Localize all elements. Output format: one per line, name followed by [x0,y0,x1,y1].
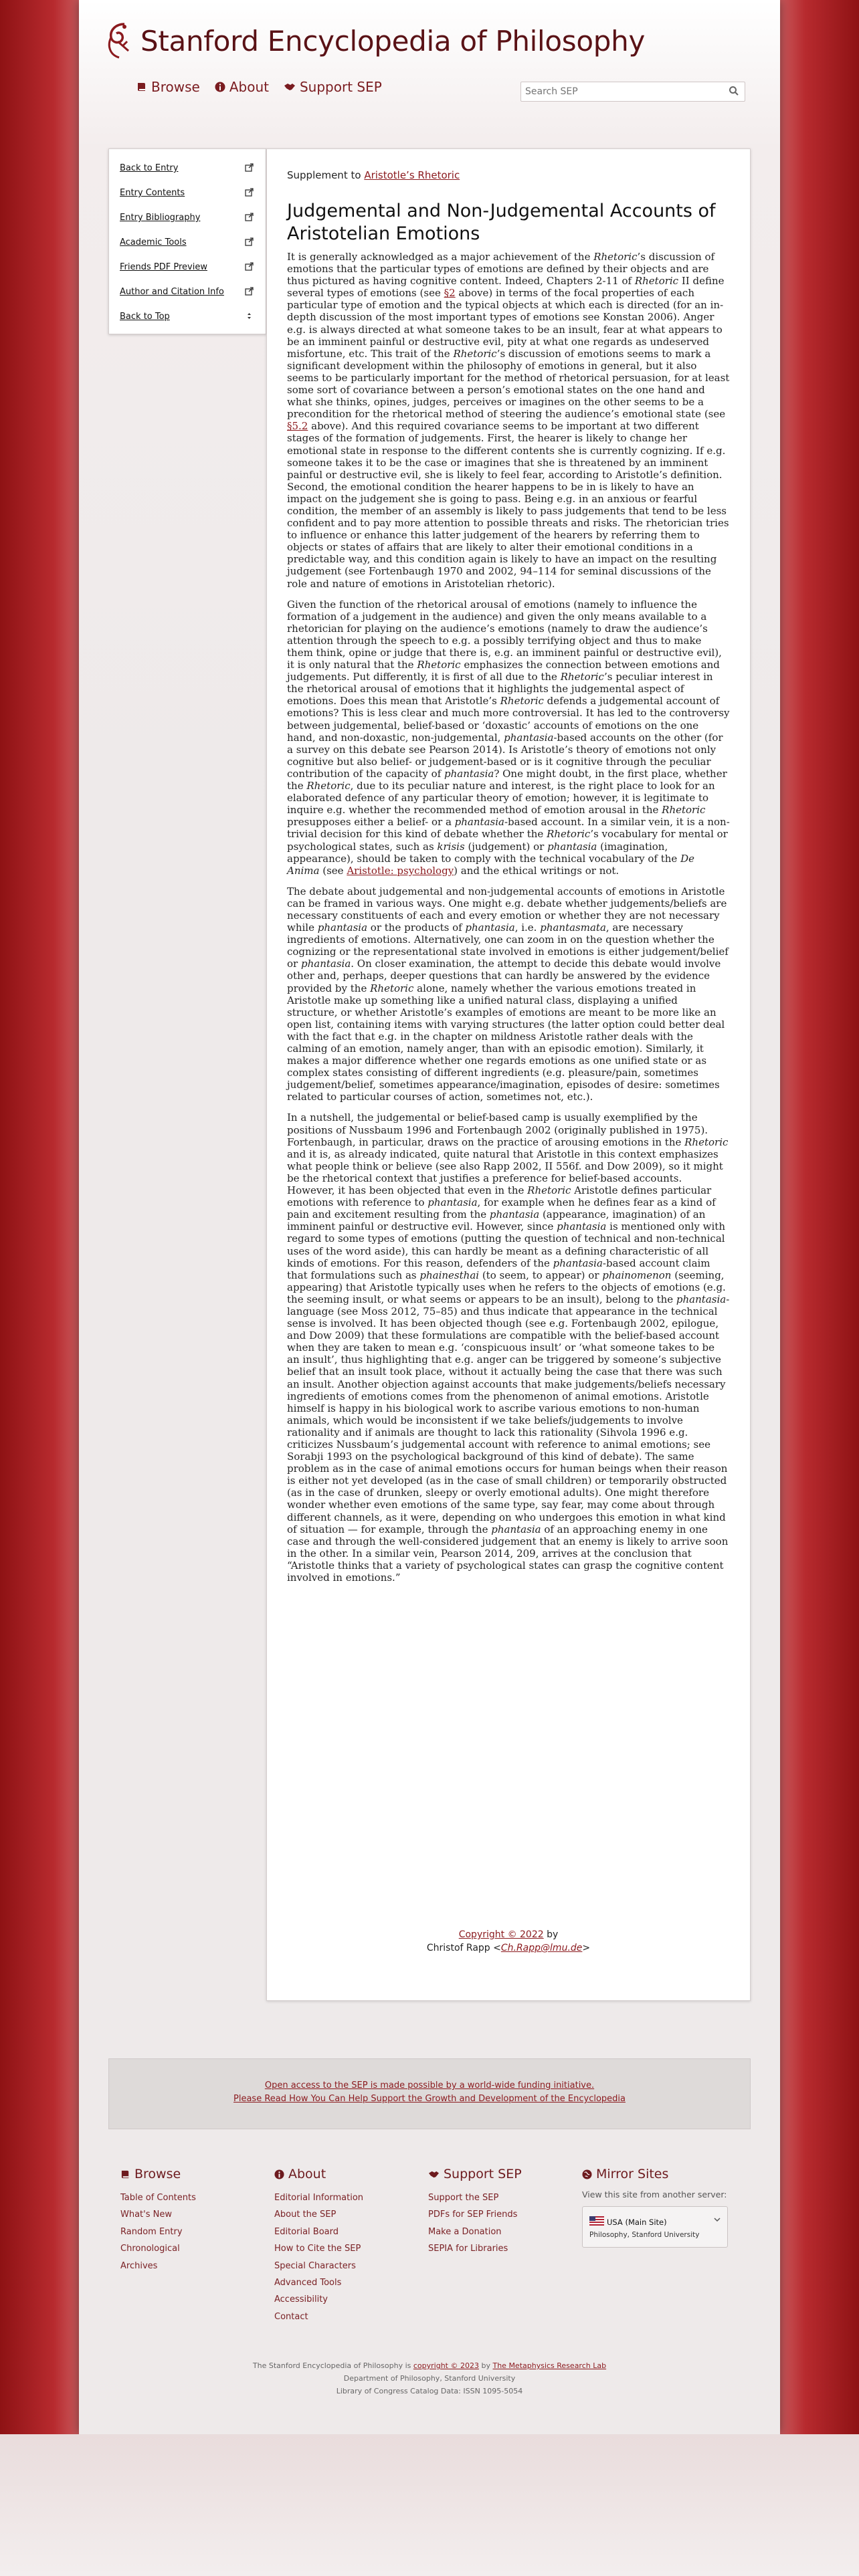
handshake-icon [284,82,296,92]
footer-about-label: About [288,2167,326,2181]
search-input[interactable] [521,86,721,98]
external-link-icon [245,237,254,246]
footer-link[interactable]: Editorial Board [274,2226,339,2237]
sidebar-link[interactable]: Entry Bibliography [120,213,201,223]
sidebar-item-entry-contents[interactable] [109,181,266,205]
supplement-link[interactable]: Aristotle’s Rhetoric [364,169,460,181]
footer-link[interactable]: PDFs for SEP Friends [428,2210,518,2220]
footer-about-title [274,2167,421,2181]
copyright-link[interactable]: Copyright © 2022 [458,1929,544,1940]
footer-link[interactable]: Chronological [120,2244,180,2254]
footer-link[interactable]: Archives [120,2260,158,2271]
footer-link[interactable]: SEPIA for Libraries [428,2244,508,2254]
footer-mirror-title [582,2167,729,2181]
copyright-by: by [547,1929,559,1940]
credits-prefix: The Stanford Encyclopedia of Philosophy is [252,2361,411,2370]
entry-sidebar [108,148,266,334]
footer-link[interactable]: What's New [120,2210,172,2220]
external-link-icon [245,287,254,296]
paragraph: In a nutshell, the judgemental or belief-based camp is usually exemplified by the positions of Nussbaum 1996 and Fortenbaugh 2002 (originally published in 1975). Fortenbaugh, in particular, draws on the practice of arousing emotions in the Rhetoric and it is, as already indicated, quite natural that Aristotle in this context emphasizes what people think or believe (see also Rapp 2002, II 556f. and Dow 2009), so it might be the rhetorical context that justifies a preference for belief-based accounts. However, it has been objected that even in the Rhetoric Aristotle defines particular emotions with reference to phantasia, for example when he defines fear as a kind of pain and excitement resulting from the phantasia (appearance, imagination) of an imminent painful or destructive evil. However, since phantasia is mentioned only with regard to some types of emotions (putting the question of technical and non-technical uses of the word aside), this can hardly be meant as a defining characteristic of all kinds of emotions. For this reason, defenders of the phantasia-based account claim that formulations such as phainesthai (to seem, to appear) or phainomenon (seeming, appearing) that Aristotle typically uses when he refers to the objects of emotions (e.g. the seeming insult, or what seems or appears to be an insult), belong to the phantasia-language (see Moss 2012, 75–85) and thus indicate that appearance in the technical sense is involved. It has been objected though (see e.g. Fortenbaugh 2002, epilogue, and Dow 2009) that these formulations are compatible with the belief-based account when they are taken to mean e.g. ‘conspicuous insult’ or ‘what someone takes to be an insult’, thus highlighting that e.g. anger can be triggered by someone’s subjective belief that an insult took place, without it actually being the case that there was such an insult. Another objection against accounts that make judgements/beliefs necessary ingredients of emotions comes from the phenomenon of animal emotions. Aristotle himself is happy in his biological work to ascribe various emotions to non-human animals, which would be inconsistent if we take beliefs/judgements to involve rationality and if animals are thought to lack this rationality (Sihvola 1996 e.g. criticizes Nussbaum’s judgemental account with reference to animal emotions; see Sorabji 1993 on the psychological background of this kind of debate). The same problem as in the case of animal emotions occurs for human beings when their reason is either not yet developed (as in the case of small children) or temporarily obstructed (as in the case of drunken, sleepy or overly emotional adults). One might therefore wonder whether even emotions of the same type, say fear, may come about through different channels, as it were, depending on who undergoes this emotion in what kind of situation — for example, through the phantasia of an approaching enemy in one case and through the well-considered judgement that an enemy is likely to arrive soon in the other. In a similar vein, Pearson 2014, 209, arrives at the conclusion that “Aristotle thinks that a variety of psychological states can grasp the cognitive content involved in emotions.” [287,1111,730,1584]
funding-initiative-link[interactable]: Open access to the SEP is made possible by a world-wide funding initiative. [264,2080,595,2090]
handshake-icon [428,2169,440,2179]
book-icon [136,82,147,92]
mirror-selected: USA (Main Site) [607,2218,667,2227]
sidebar-item-friends-pdf[interactable] [109,255,266,280]
site-logo[interactable] [104,21,645,60]
paragraph: The debate about judgemental and non-judgemental accounts of emotions in Aristotle can be framed in various ways. One might e.g. debate whether judgements/beliefs are necessary constituents of each and every emotion or whether they are not necessary while phantasia or the products of phantasia, i.e. phantasmata, are necessary ingredients of emotions. Alternatively, one can zoom in on the question whether the cognizing or the representational state involved in emotions is either judgement/belief or phantasia. On closer examination, the attempt to decide this debate would involve other and, perhaps, deeper questions that can hardly be answered by the evidence provided by the Rhetoric alone, namely whether the various emotions treated in Aristotle make up something like a unified natural class, displaying a unified structure, or whether Aristotle’s examples of emotions are meant to be more like an open list, containing items with varying structures (the latter option could better deal with the fact that e.g. in the chapter on mildness Aristotle rather deals with the calming of an emotion, namely anger, than with an episodic emotion). Similarly, it makes a major difference whether one regards emotions as one unified state or as complex states consisting of different ingredients (e.g. pleasure/pain, sometimes judgement/belief, sometimes appearance/imagination, episodes of desire: sometimes related to particular courses of action, sometimes not, etc.). [287,885,729,1103]
sidebar-item-back-to-entry[interactable] [109,156,266,181]
footer-mirror [582,2167,729,2248]
nav-about[interactable] [215,79,269,95]
credits-issn: Library of Congress Catalog Data: ISSN 1095-5054 [336,2387,523,2395]
sidebar-link[interactable]: Entry Contents [120,188,185,198]
nav-support-label: Support SEP [299,79,382,95]
external-link-icon [245,213,254,221]
us-flag-icon [589,2216,604,2226]
external-link-icon [245,188,254,197]
up-down-arrow-icon [245,312,254,320]
page-bottom-background [0,2434,859,2576]
footer-link[interactable]: Table of Contents [120,2193,196,2203]
page-title: Judgemental and Non-Judgemental Accounts of Aristotelian Emotions [287,201,716,244]
book-icon [120,2169,130,2179]
open-access-banner [108,2058,751,2129]
footer-link[interactable]: Advanced Tools [274,2278,342,2288]
nav-about-label: About [229,79,269,95]
footer-link[interactable]: Editorial Information [274,2193,364,2203]
footer-browse-label: Browse [134,2167,181,2181]
footer-support-title [428,2167,575,2181]
sidebar-item-entry-bibliography[interactable] [109,205,266,230]
page-container [79,0,780,2434]
article-body [287,251,730,1592]
paragraph: It is generally acknowledged as a major achievement of the Rhetoric’s discussion of emotions that the particular types of emotions are defined by their objects and are thus pictured as having cognitive content. Indeed, Chapters 2-11 of Rhetoric II define several types of emotions (see §2 above) in terms of the focal properties of each particular type of emotion and the typical objects at which each is directed (for an in-depth discussion of the most important types of emotions see Konstan 2006). Anger e.g. is always directed at what someone takes to be an insult, fear at what appears to be an imminent painful or destructive evil, pity at what one regards as undeserved misfortune, etc. This trait of the Rhetoric’s discussion of emotions seems to mark a significant development within the philosophy of emotions in general, but it also seems to be particularly important for the method of rhetorical persuasion, for at least some sort of covariance between a person’s emotional states on the one hand and what she thinks, opines, judges, perceives or imagines on the other seems to be a precondition for the rhetorical method of steering the audience’s emotional state (see §5.2 above). And this required covariance seems to be important at two different stages of the formation of judgements. First, the hearer is likely to change her emotional state in response to the different contents she is currently cognizing. If e.g. someone takes it to be the case or imagines that she is threatened by an imminent painful or destructive evil, she is likely to feel fear, according to Aristotle’s definition. Second, the emotional condition the hearer happens to be in is likely to have an impact on the judgement she is going to pass. Being e.g. in an anxious or fearful condition, the member of an assembly is likely to pass judgements that tend to be less confident and to pay more attention to possible threats and risks. The rhetorician tries to influence or enhance this latter judgement of the hearers by referring them to objects or states of affairs that are likely to alter their emotional conditions in a predictable way, and this condition again is likely to have an impact on the resulting judgement (see Fortenbaugh 1970 and 2002, 94–114 for seminal discussions of the role and nature of emotions in Aristotelian rhetoric). [287,251,730,590]
copyright-block: Copyright © 2022 by Christof Rapp <Ch.Rapp@lmu.de> [426,1929,591,1953]
article-panel [266,148,751,2001]
supplement-line [287,169,460,181]
mirror-note: View this site from another server: [582,2189,727,2199]
metaphysics-lab-link[interactable]: The Metaphysics Research Lab [492,2361,607,2370]
credits-by: by [481,2361,490,2370]
author-email-link[interactable]: Ch.Rapp@lmu.de [500,1943,583,1953]
credits-dept: Department of Philosophy, Stanford University [343,2374,516,2383]
mirror-select[interactable] [582,2206,728,2248]
footer-support [428,2167,575,2258]
paragraph: Given the function of the rhetorical arousal of emotions (namely to influence the formation of a judgement in the audience) and given the only means available to a rhetorician for playing on the audience’s emotions (namely to draw the audience’s attention through the speech to e.g. a possibly terrifying object and thus to make them think, opine or judge that there is, e.g. an imminent painful or destructive evil), it is only natural that the Rhetoric emphasizes the connection between emotions and judgements. Put differently, it is first of all due to the Rhetoric’s peculiar interest in the rhetorical arousal of emotions that it highlights the judgemental aspect of emotions. Does this mean that Aristotle’s Rhetoric defends a judgemental account of emotions? This is less clear and much more controversial. It has led to the controversy between judgemental, belief-based or ‘doxastic’ accounts of emotions on the one hand, and non-doxastic, non-judgemental, phantasia-based accounts on the other (for a survey on this debate see Pearson 2014). Is Aristotle’s theory of emotions not only cognitive but also belief- or judgement-based or is it cognitive through the peculiar contribution of the capacity of phantasia? One might doubt, in the first place, whether the Rhetoric, due to its peculiar nature and interest, is the right place to look for an elaborated defence of any particular theory of emotion; however, it is legitimate to inquire e.g. whether the recommended method of emotion arousal in the Rhetoric presupposes either a belief- or a phantasia-based account. In a similar vein, it is a non-trivial decision for this kind of debate whether the Rhetoric’s vocabulary for mental or psychological states, such as krisis (judgement) or phantasia (imagination, appearance), should be taken to comply with the technical vocabulary of the De Anima (see Aristotle: psychology) and the ethical writings or not. [287,598,730,877]
footer-support-label: Support SEP [444,2167,522,2181]
external-link-icon [245,262,254,271]
globe-icon [582,2169,592,2179]
sidebar-link[interactable]: Academic Tools [120,237,187,247]
nav-browse-label: Browse [151,79,200,95]
sidebar-link[interactable]: Author and Citation Info [120,287,224,297]
footer-link[interactable]: Random Entry [120,2226,183,2237]
nav-browse[interactable] [136,79,200,95]
sidebar-item-academic-tools[interactable] [109,230,266,255]
footer-about [274,2167,421,2325]
sidebar-link[interactable]: Back to Entry [120,163,179,173]
footer-credits [79,2359,780,2397]
author-name: Christof Rapp [426,1943,490,1953]
site-title[interactable]: Stanford Encyclopedia of Philosophy [140,24,646,58]
info-icon [274,2169,284,2179]
supplement-prefix: Supplement to [287,169,361,181]
sidebar-item-back-to-top[interactable] [109,304,266,329]
footer-mirror-label: Mirror Sites [596,2167,669,2181]
sidebar-link[interactable]: Friends PDF Preview [120,262,207,272]
footer-link[interactable]: Accessibility [274,2294,328,2305]
mirror-detail: Philosophy, Stanford University [589,2231,700,2239]
chevron-down-icon [714,2216,721,2223]
support-growth-link[interactable]: Please Read How You Can Help Support the Growth and Development of the Encyclopedia [233,2094,626,2104]
nav-support[interactable] [284,79,382,95]
credits-copyright-link[interactable]: copyright © 2023 [413,2361,479,2370]
footer-browse [120,2167,268,2274]
top-navigation [136,79,382,95]
footer-link[interactable]: Special Characters [274,2260,356,2271]
footer-browse-title [120,2167,268,2181]
footer-link[interactable]: Contact [274,2311,308,2322]
footer-link[interactable]: About the SEP [274,2210,337,2220]
external-link-icon [245,163,254,172]
sidebar-item-author-citation[interactable] [109,280,266,304]
sidebar-link[interactable]: Back to Top [120,312,170,322]
footer-link[interactable]: Make a Donation [428,2226,502,2237]
footer-link[interactable]: How to Cite the SEP [274,2244,361,2254]
sep-logo-icon [104,21,134,60]
footer-link[interactable]: Support the SEP [428,2193,499,2203]
search-icon[interactable] [729,86,739,96]
info-icon [215,82,225,92]
search-box [520,82,745,102]
